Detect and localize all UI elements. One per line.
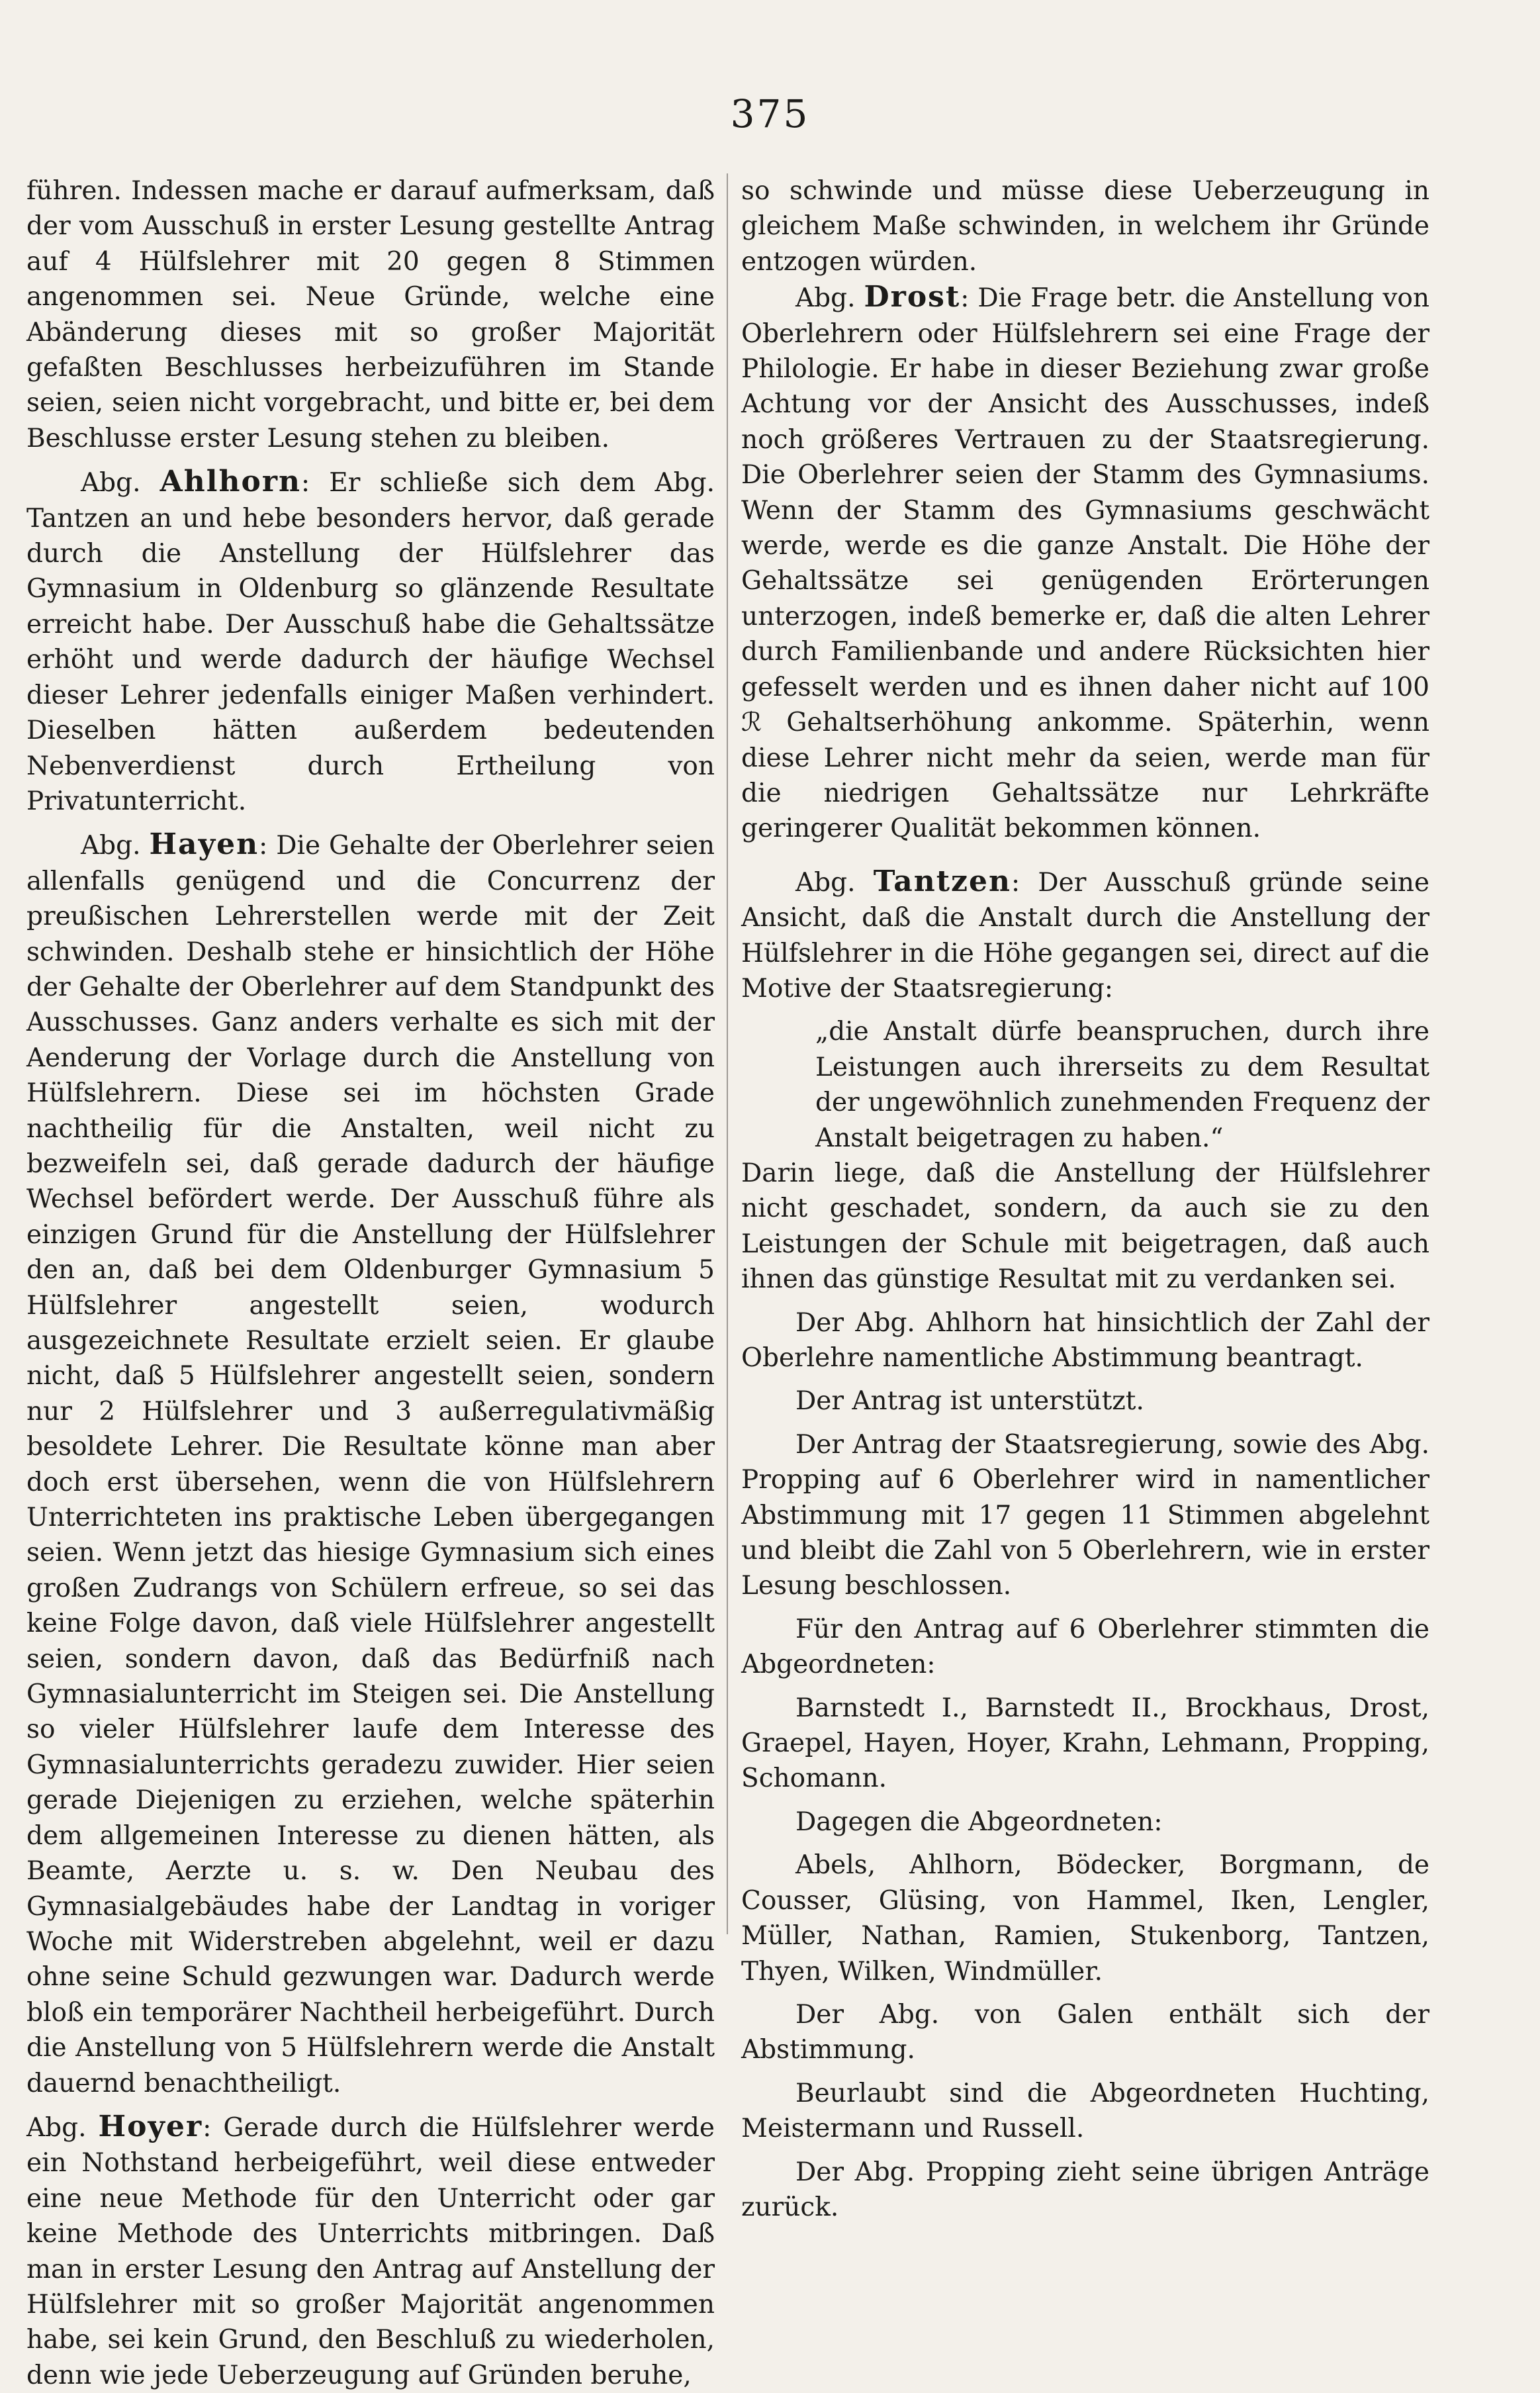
paragraph: Darin liege, daß die Anstellung der Hülfslehrer nicht geschadet, sondern, da auch sie zu den Leistungen der Schule mit beigetragen, daß auch ihnen das günstige Resultat mit zu verdanken sei. xyxy=(741,1158,1429,1295)
speech-ahlhorn xyxy=(26,464,715,819)
speech-hoyer xyxy=(26,2109,715,2393)
paragraph: führen. Indessen mache er darauf aufmerksam, daß der vom Ausschuß in erster Lesung gestellte Antrag auf 4 Hülfslehrer mit 20 gegen 8 Stimmen angenommen sei. Neue Gründe, welche eine Abänderung dieses mit so großer Majorität gefaßten Beschlusses herbeizuführen im Stande seien, seien nicht vorgebracht, und bitte er, bei dem Beschlusse erster Lesung stehen zu bleiben. xyxy=(26,176,715,453)
speech-drost xyxy=(741,279,1429,847)
left-column xyxy=(26,173,715,2393)
abg-label: Abg. xyxy=(795,283,856,314)
quotation: „die Anstalt dürfe beanspruchen, durch ihre Leistungen auch ihrerseits zu dem Resultat der ungewöhnlich zunehmenden Frequenz der Anstalt beigetragen zu haben.“ xyxy=(815,1017,1429,1153)
speech-tantzen xyxy=(741,864,1429,1007)
paragraph: so schwinde und müsse diese Ueberzeugung in gleichem Maße schwinden, in welchem ihr Gründe entzogen würden. xyxy=(741,176,1429,277)
abg-label: Abg. xyxy=(81,468,141,498)
paragraph: Der Antrag der Staatsregierung, sowie des Abg. Propping auf 6 Oberlehrer wird in namentlicher Abstimmung mit 17 gegen 11 Stimmen abgelehnt und bleibt die Zahl von 5 Oberlehrern, wie in erster Lesung beschlossen. xyxy=(741,1429,1429,1601)
paragraph: Für den Antrag auf 6 Oberlehrer stimmten die Abgeordneten: xyxy=(741,1614,1429,1680)
paragraph: Dagegen die Abgeordneten: xyxy=(795,1806,1163,1837)
paragraph: Der Abg. Propping zieht seine übrigen Anträge zurück. xyxy=(741,2157,1429,2222)
paragraph: Beurlaubt sind die Abgeordneten Huchting, Meistermann und Russell. xyxy=(741,2078,1429,2144)
vote-list-against: Abels, Ahlhorn, Bödecker, Borgmann, de Cousser, Glüsing, von Hammel, Iken, Lengler, Müller, Nathan, Ramien, Stukenborg, Tantzen, Thyen, Wilken, Windmüller. xyxy=(741,1850,1429,1987)
abg-label: Abg. xyxy=(81,831,141,861)
speaker-name: Hayen xyxy=(149,827,259,862)
speech-text: : Die Gehalte der Oberlehrer seien allenfalls genügend und die Concurrenz der preußischen Lehrerstellen werde mit der Zeit schwinden. Deshalb stehe er hinsichtlich der Höhe der Gehalte der Oberlehrer auf dem Standpunkt des Ausschusses. Ganz anders verhalte es sich mit der Aenderung der Vorlage durch die Anstellung von Hülfslehrern. Diese sei im höchsten Grade nachtheilig für die Anstalten, weil nicht zu bezweifeln sei, daß gerade dadurch der häufige Wechsel befördert werde. Der Ausschuß führe als einzigen Grund für die Anstellung der Hülfslehrer den an, daß bei dem Oldenburger Gymnasium 5 Hülfslehrer angestellt seien, wodurch ausgezeichnete Resultate erzielt seien. Er glaube nicht, daß 5 Hülfslehrer angestellt seien, sondern nur 2 Hülfslehrer und 3 außerregulativmäßig besoldete Lehrer. Die Resultate könne man aber doch erst übersehen, wenn die von Hülfslehrern Unterrichteten ins praktische Leben übergegangen seien. Wenn jetzt das hiesige Gymnasium sich eines großen Zudrangs von Schülern erfreue, so sei das keine Folge davon, daß viele Hülfslehrer angestellt seien, sondern davon, daß das Bedürfniß nach Gymnasialunterricht im Steigen sei. Die Anstellung so vieler Hülfslehrer laufe dem Interesse des Gymnasialunterrichts geradezu zuwider. Hier seien gerade Diejenigen zu erziehen, welche späterhin dem allgemeinen Interesse zu dienen hätten, als Beamte, Aerzte u. s. w. Den Neubau des Gymnasialgebäudes habe der Landtag in voriger Woche mit Widerstreben abgelehnt, weil er dazu ohne seine Schuld gezwungen war. Dadurch werde bloß ein temporärer Nachtheil herbeigeführt. Durch die Anstellung von 5 Hülfslehrern werde die Anstalt dauernd benachtheiligt. xyxy=(26,831,715,2098)
speaker-name: Drost xyxy=(864,280,961,314)
speech-text: : Der Ausschuß gründe seine Ansicht, daß die Anstalt durch die Anstellung der Hülfslehrer in die Höhe gegangen sei, direct auf die Motive der Staatsregierung: xyxy=(741,867,1430,1004)
vote-list-for: Barnstedt I., Barnstedt II., Brockhaus, Drost, Graepel, Hayen, Hoyer, Krahn, Lehmann, Propping, Schomann. xyxy=(741,1693,1429,1794)
speech-text: : Die Frage betr. die Anstellung von Oberlehrern oder Hülfslehrern sei eine Frage der Philologie. Er habe in dieser Beziehung zwar große Achtung vor der Ansicht des Ausschusses, indeß noch größeres Vertrauen zu der Staatsregierung. Die Oberlehrer seien der Stamm des Gymnasiums. Wenn der Stamm des Gymnasiums geschwächt werde, werde es die ganze Anstalt. Die Höhe der Gehaltssätze sei genügenden Erörterungen unterzogen, indeß bemerke er, daß die alten Lehrer durch Familienbande und andere Rücksichten hier gefesselt werden und es ihnen daher nicht auf 100 ℛ Gehaltserhöhung ankomme. Späterhin, wenn diese Lehrer nicht mehr da seien, werde man für die niedrigen Gehaltssätze nur Lehrkräfte geringerer Qualität bekommen können. xyxy=(741,283,1429,844)
abg-label: Abg. xyxy=(26,2112,87,2143)
speaker-name: Hoyer xyxy=(98,2109,203,2143)
right-column xyxy=(741,173,1429,2225)
speech-text: : Er schließe sich dem Abg. Tantzen an und hebe besonders hervor, daß gerade durch die Anstellung der Hülfslehrer das Gymnasium in Oldenburg so glänzende Resultate erreicht habe. Der Ausschuß habe die Gehaltssätze erhöht und werde dadurch der häufige Wechsel dieser Lehrer jedenfalls einiger Maßen verhindert. Dieselben hätten außerdem bedeutenden Nebenverdienst durch Ertheilung von Privatunterricht. xyxy=(26,468,715,816)
page-number: 375 xyxy=(730,91,810,136)
column-divider xyxy=(727,173,728,1934)
speaker-name: Tantzen xyxy=(873,864,1012,898)
speech-hayen xyxy=(26,827,715,2101)
abg-label: Abg. xyxy=(795,867,856,898)
paragraph: Der Abg. Ahlhorn hat hinsichtlich der Zahl der Oberlehre namentliche Abstimmung beantragt. xyxy=(741,1307,1429,1373)
paragraph: Der Antrag ist unterstützt. xyxy=(795,1386,1144,1417)
paragraph: Der Abg. von Galen enthält sich der Abstimmung. xyxy=(741,1999,1429,2065)
speech-text: : Gerade durch die Hülfslehrer werde ein Nothstand herbeigeführt, weil diese entweder eine neue Methode für den Unterricht oder gar keine Methode des Unterrichts mitbringen. Daß man in erster Lesung den Antrag auf Anstellung der Hülfslehrer mit so großer Majorität angenommen habe, sei kein Grund, den Beschluß zu wiederholen, denn wie jede Ueberzeugung auf Gründen beruhe, xyxy=(26,2112,715,2390)
speaker-name: Ahlhorn xyxy=(159,465,301,499)
